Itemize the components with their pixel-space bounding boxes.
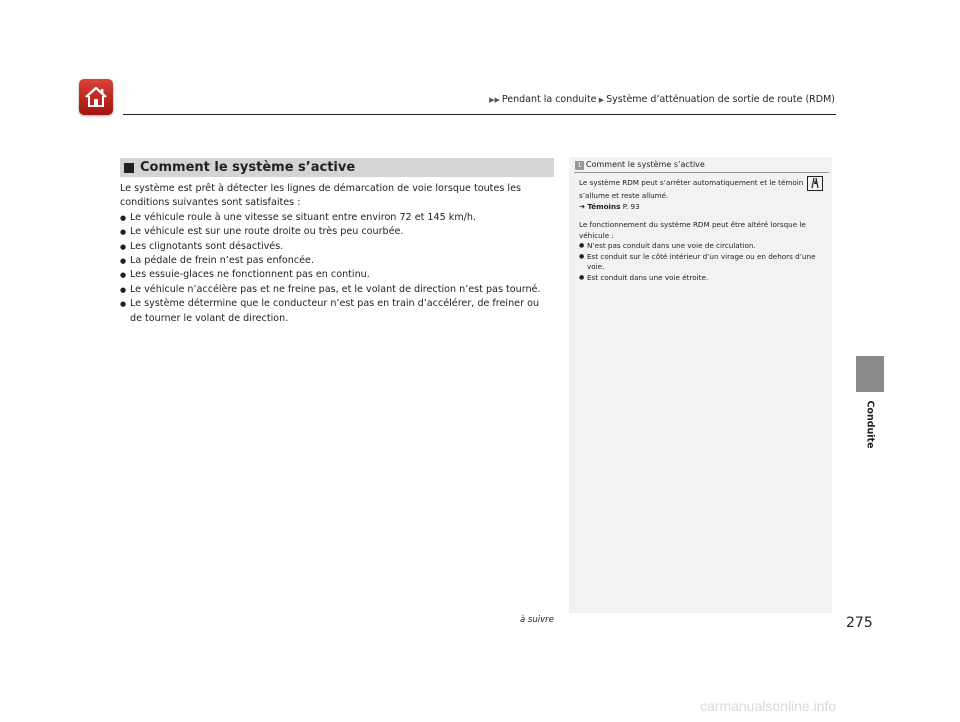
chapter-tab[interactable] [856, 356, 884, 392]
list-item: ● Les essuie-glaces ne fonctionnent pas en continu. [120, 268, 554, 282]
sidebar-note [569, 157, 832, 613]
note-text: s’allume et reste allumé. [579, 191, 669, 200]
list-item: ● N’est pas conduit dans une voie de circulation. [579, 241, 824, 252]
note-title: Comment le système s’active [586, 160, 705, 169]
square-bullet-icon [124, 163, 134, 173]
page-number: 275 [846, 615, 873, 631]
list-item: ● Le véhicule est sur une route droite ou très peu courbée. [120, 225, 554, 239]
note-text: Le système RDM peut s’arrêter automatiquement et le témoin [579, 178, 804, 187]
list-item: ● Est conduit sur le côté intérieur d’un virage ou en dehors d’une voie. [579, 252, 824, 273]
breadcrumb-link-conduite[interactable]: Pendant la conduite [501, 94, 597, 105]
chevron-right-icon: ▶ [596, 96, 605, 104]
section-title: Comment le système s’active [140, 160, 356, 175]
section-header [120, 158, 554, 177]
xref-arrow-icon: ➔ [579, 201, 588, 211]
rdm-indicator-icon [807, 176, 823, 191]
list-item: ● Est conduit dans une voie étroite. [579, 273, 824, 284]
note-paragraph: Le fonctionnement du système RDM peut être altéré lorsque le véhicule : [579, 220, 806, 240]
list-item: ● Les clignotants sont désactivés. [120, 240, 554, 254]
home-button[interactable] [79, 79, 113, 115]
list-item: ● Le système détermine que le conducteur n’est pas en train d’accélérer, de freiner ou de tourner le volant de direction. [120, 297, 554, 326]
continued-label: à suivre [520, 615, 554, 625]
watermark: carmanualsonline.info [700, 698, 837, 714]
note-body [579, 176, 824, 283]
home-icon [83, 85, 109, 109]
conditions-list [120, 211, 554, 326]
cross-reference[interactable] [579, 202, 824, 213]
header-divider [123, 114, 836, 115]
chevron-right-icon: ▶▶ [489, 96, 500, 104]
main-content [120, 182, 554, 326]
list-item: ● La pédale de frein n’est pas enfoncée. [120, 254, 554, 268]
note-number-badge: 1 [575, 161, 584, 170]
breadcrumb-current: Système d’atténuation de sortie de route (RDM) [606, 94, 835, 105]
xref-page: P. 93 [622, 201, 640, 211]
list-item: ● Le véhicule n’accélère pas et ne freine pas, et le volant de direction n’est pas tourné. [120, 283, 554, 297]
list-item: ● Le véhicule roule à une vitesse se situant entre environ 72 et 145 km/h. [120, 211, 554, 225]
note-list [579, 241, 824, 283]
breadcrumb [489, 94, 835, 105]
intro-paragraph: Le système est prêt à détecter les lignes de démarcation de voie lorsque toutes les conditions suivantes sont satisfaites : [120, 183, 521, 209]
chapter-tab-label: Conduite [864, 399, 876, 449]
note-header [575, 160, 705, 170]
note-divider [574, 172, 829, 173]
note-paragraph [579, 176, 824, 202]
xref-label[interactable]: Témoins [587, 201, 621, 211]
